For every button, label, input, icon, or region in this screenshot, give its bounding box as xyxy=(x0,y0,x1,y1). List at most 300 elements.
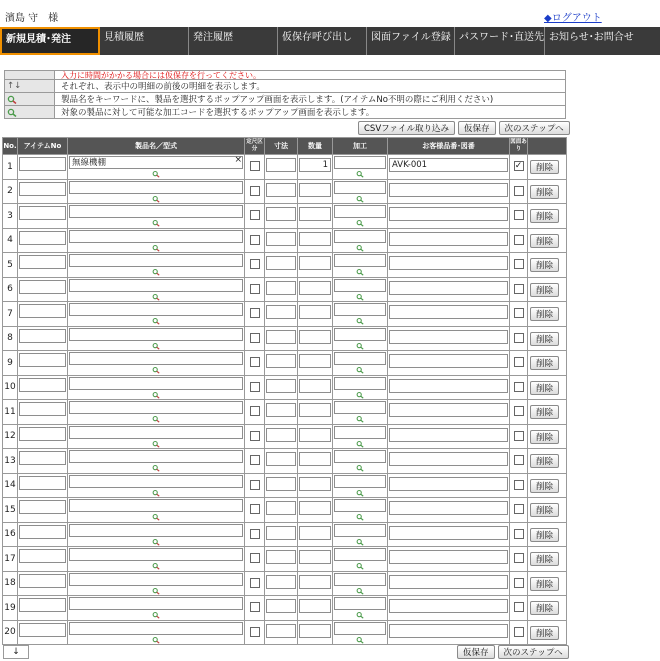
help-row-search: 製品名をキーワードに、製品を選択するポップアップ画面を表示します。(アイテムNo不明の際にご利用ください) xyxy=(4,93,566,106)
drawing-checkbox[interactable] xyxy=(514,431,524,441)
size-flag-checkbox[interactable] xyxy=(250,504,260,514)
magnifier-icon[interactable] xyxy=(356,366,364,374)
magnifier-icon xyxy=(5,93,55,105)
next-row-arrow-button[interactable]: ↓ xyxy=(3,645,29,659)
magnifier-icon[interactable] xyxy=(356,538,364,546)
quantity-input[interactable] xyxy=(299,379,331,393)
size-flag-checkbox[interactable] xyxy=(250,161,260,171)
dimension-input[interactable] xyxy=(266,403,296,417)
customer-code-input[interactable] xyxy=(389,232,508,246)
table-row xyxy=(3,253,567,278)
processing-input[interactable] xyxy=(334,205,386,218)
delete-button[interactable]: 削除 xyxy=(530,405,559,419)
processing-input[interactable] xyxy=(334,499,386,512)
row-number: 6 xyxy=(3,277,18,302)
dimension-input[interactable] xyxy=(266,477,296,491)
size-flag-checkbox[interactable] xyxy=(250,382,260,392)
item-no-input[interactable] xyxy=(19,157,66,171)
item-no-input[interactable] xyxy=(19,549,66,563)
magnifier-icon[interactable] xyxy=(356,317,364,325)
magnifier-icon[interactable] xyxy=(356,342,364,350)
row-number: 3 xyxy=(3,204,18,229)
item-no-input[interactable] xyxy=(19,525,66,539)
product-input[interactable] xyxy=(69,573,243,586)
dimension-input[interactable] xyxy=(266,354,296,368)
row-number: 5 xyxy=(3,253,18,278)
delete-button[interactable]: 削除 xyxy=(530,381,559,395)
table-row xyxy=(3,449,567,474)
size-flag-checkbox[interactable] xyxy=(250,186,260,196)
table-row xyxy=(3,204,567,229)
product-input[interactable] xyxy=(69,303,243,316)
size-flag-checkbox[interactable] xyxy=(250,480,260,490)
next-step-button-bottom[interactable]: 次のステップへ xyxy=(498,645,569,659)
processing-input[interactable] xyxy=(334,475,386,488)
help-row-notice xyxy=(4,70,566,80)
customer-code-input[interactable] xyxy=(389,403,508,417)
processing-input[interactable] xyxy=(334,573,386,586)
delete-button[interactable]: 削除 xyxy=(530,209,559,223)
product-input[interactable] xyxy=(69,205,243,218)
size-flag-checkbox[interactable] xyxy=(250,235,260,245)
processing-input[interactable] xyxy=(334,254,386,267)
magnifier-icon[interactable] xyxy=(152,293,160,301)
size-flag-checkbox[interactable] xyxy=(250,578,260,588)
row-number: 13 xyxy=(3,449,18,474)
magnifier-icon[interactable] xyxy=(152,636,160,644)
magnifier-icon[interactable] xyxy=(356,170,364,178)
table-row xyxy=(3,155,567,180)
magnifier-icon[interactable] xyxy=(152,391,160,399)
size-flag-checkbox[interactable] xyxy=(250,602,260,612)
quantity-input[interactable] xyxy=(299,501,331,515)
dimension-input[interactable] xyxy=(266,305,296,319)
magnifier-icon[interactable] xyxy=(152,219,160,227)
delete-button[interactable]: 削除 xyxy=(530,577,559,591)
help-row-processing: 対象の製品に対して可能な加工コードを選択するポップアップ画面を表示します。 xyxy=(4,106,566,119)
row-number: 11 xyxy=(3,400,18,425)
drawing-checkbox[interactable] xyxy=(514,504,524,514)
quantity-input[interactable] xyxy=(299,330,331,344)
item-no-input[interactable] xyxy=(19,574,66,588)
table-row xyxy=(3,277,567,302)
quantity-input[interactable] xyxy=(299,624,331,638)
quantity-input[interactable] xyxy=(299,575,331,589)
customer-code-input[interactable] xyxy=(389,183,508,197)
row-number: 2 xyxy=(3,179,18,204)
magnifier-icon[interactable] xyxy=(152,513,160,521)
table-row xyxy=(3,400,567,425)
dimension-input[interactable] xyxy=(266,232,296,246)
nav-order-history[interactable]: 発注履歴 xyxy=(189,27,278,55)
magnifier-icon[interactable] xyxy=(152,415,160,423)
row-number: 10 xyxy=(3,375,18,400)
quantity-input[interactable] xyxy=(299,354,331,368)
item-no-input[interactable] xyxy=(19,329,66,343)
logout-link[interactable]: ◆ログアウト xyxy=(544,13,602,24)
dimension-input[interactable] xyxy=(266,207,296,221)
size-flag-checkbox[interactable] xyxy=(250,333,260,343)
customer-code-input[interactable] xyxy=(389,624,508,638)
product-input[interactable] xyxy=(69,597,243,610)
product-input[interactable] xyxy=(69,377,243,390)
table-row xyxy=(3,473,567,498)
quantity-input[interactable] xyxy=(299,256,331,270)
dimension-input[interactable] xyxy=(266,550,296,564)
magnifier-icon[interactable] xyxy=(356,391,364,399)
item-no-input[interactable] xyxy=(19,304,66,318)
row-number: 18 xyxy=(3,571,18,596)
delete-button[interactable]: 削除 xyxy=(530,626,559,640)
size-flag-checkbox[interactable] xyxy=(250,529,260,539)
drawing-checkbox[interactable] xyxy=(514,210,524,220)
table-row xyxy=(3,228,567,253)
bottom-toolbar xyxy=(457,645,569,660)
delete-button[interactable]: 削除 xyxy=(530,185,559,199)
drawing-checkbox[interactable] xyxy=(514,186,524,196)
drawing-checkbox[interactable] xyxy=(514,455,524,465)
item-no-input[interactable] xyxy=(19,206,66,220)
magnifier-icon[interactable] xyxy=(152,268,160,276)
quantity-input[interactable] xyxy=(299,281,331,295)
row-number: 12 xyxy=(3,424,18,449)
magnifier-icon[interactable] xyxy=(356,293,364,301)
processing-input[interactable] xyxy=(334,401,386,414)
processing-input[interactable] xyxy=(334,303,386,316)
nav-password-shipping[interactable]: パスワード･直送先 xyxy=(455,27,545,55)
magnifier-icon[interactable] xyxy=(152,366,160,374)
row-number: 4 xyxy=(3,228,18,253)
row-number: 17 xyxy=(3,547,18,572)
dimension-input[interactable] xyxy=(266,330,296,344)
quantity-input[interactable] xyxy=(299,452,331,466)
processing-input[interactable] xyxy=(334,548,386,561)
product-input[interactable] xyxy=(69,548,243,561)
item-no-input[interactable] xyxy=(19,598,66,612)
size-flag-checkbox[interactable] xyxy=(250,308,260,318)
magnifier-icon[interactable] xyxy=(356,636,364,644)
product-input[interactable] xyxy=(69,426,243,439)
size-flag-checkbox[interactable] xyxy=(250,455,260,465)
dimension-input[interactable] xyxy=(266,575,296,589)
row-number: 9 xyxy=(3,351,18,376)
delete-button[interactable]: 削除 xyxy=(530,454,559,468)
processing-input[interactable] xyxy=(334,597,386,610)
customer-code-input[interactable] xyxy=(389,452,508,466)
header-product: 製品名／型式 xyxy=(68,138,245,155)
magnifier-icon[interactable] xyxy=(152,195,160,203)
save-draft-button-bottom[interactable]: 仮保存 xyxy=(457,645,495,659)
dimension-input[interactable] xyxy=(266,183,296,197)
help-legend xyxy=(4,70,566,119)
drawing-checkbox[interactable] xyxy=(514,553,524,563)
magnifier-icon xyxy=(5,106,55,118)
drawing-checkbox[interactable] xyxy=(514,382,524,392)
drawing-checkbox[interactable] xyxy=(514,627,524,637)
table-row xyxy=(3,424,567,449)
help-row-arrows: ↑↓ それぞれ、表示中の明細の前後の明細を表示します。 xyxy=(4,80,566,93)
delete-button[interactable]: 削除 xyxy=(530,332,559,346)
dimension-input[interactable] xyxy=(266,501,296,515)
magnifier-icon[interactable] xyxy=(356,415,364,423)
drawing-checkbox[interactable] xyxy=(514,529,524,539)
customer-code-input[interactable] xyxy=(389,207,508,221)
magnifier-icon[interactable] xyxy=(152,538,160,546)
table-row xyxy=(3,547,567,572)
item-no-input[interactable] xyxy=(19,280,66,294)
magnifier-icon[interactable] xyxy=(152,342,160,350)
arrows-icon: ↑↓ xyxy=(5,80,55,92)
magnifier-icon[interactable] xyxy=(356,219,364,227)
table-row xyxy=(3,522,567,547)
table-row xyxy=(3,571,567,596)
magnifier-icon[interactable] xyxy=(152,562,160,570)
item-no-input[interactable] xyxy=(19,402,66,416)
row-number: 19 xyxy=(3,596,18,621)
header-quantity: 数量 xyxy=(298,138,333,155)
row-number: 1 xyxy=(3,155,18,180)
row-number: 15 xyxy=(3,498,18,523)
delete-button[interactable]: 削除 xyxy=(530,552,559,566)
clear-icon[interactable]: × xyxy=(234,155,242,165)
drawing-checkbox[interactable] xyxy=(514,259,524,269)
quantity-input[interactable] xyxy=(299,305,331,319)
drawing-checkbox[interactable]: ✓ xyxy=(514,161,523,171)
header-dimension: 寸法 xyxy=(265,138,298,155)
item-no-input[interactable] xyxy=(19,255,66,269)
header-size-flag: 定尺区分 xyxy=(245,138,265,155)
help-notice-text: 入力に時間がかかる場合には仮保存を行ってください。 xyxy=(61,70,261,80)
drawing-checkbox[interactable] xyxy=(514,235,524,245)
item-no-input[interactable] xyxy=(19,427,66,441)
product-input[interactable] xyxy=(69,254,243,267)
quantity-input[interactable] xyxy=(299,183,331,197)
table-header xyxy=(3,138,567,155)
nav-news-contact[interactable]: お知らせ･お問合せ xyxy=(549,32,634,43)
customer-code-input[interactable] xyxy=(389,501,508,515)
magnifier-icon[interactable] xyxy=(356,587,364,595)
item-no-input[interactable] xyxy=(19,182,66,196)
drawing-checkbox[interactable] xyxy=(514,578,524,588)
magnifier-icon[interactable] xyxy=(356,562,364,570)
quantity-input[interactable] xyxy=(299,232,331,246)
processing-input[interactable] xyxy=(334,524,386,537)
processing-input[interactable] xyxy=(334,377,386,390)
quantity-input[interactable] xyxy=(299,428,331,442)
drawing-checkbox[interactable] xyxy=(514,406,524,416)
product-input[interactable] xyxy=(69,328,243,341)
customer-code-input[interactable] xyxy=(389,379,508,393)
magnifier-icon[interactable] xyxy=(152,611,160,619)
save-draft-button[interactable]: 仮保存 xyxy=(458,121,496,135)
dimension-input[interactable] xyxy=(266,158,296,172)
nav-quote-history[interactable]: 見積履歴 xyxy=(100,27,189,55)
magnifier-icon[interactable] xyxy=(356,195,364,203)
processing-input[interactable] xyxy=(334,328,386,341)
table-row xyxy=(3,375,567,400)
dimension-input[interactable] xyxy=(266,599,296,613)
delete-button[interactable]: 削除 xyxy=(530,234,559,248)
product-input[interactable] xyxy=(69,524,243,537)
magnifier-icon[interactable] xyxy=(152,440,160,448)
customer-code-input[interactable] xyxy=(389,256,508,270)
processing-input[interactable] xyxy=(334,450,386,463)
dimension-input[interactable] xyxy=(266,281,296,295)
customer-code-input[interactable] xyxy=(389,550,508,564)
next-step-button[interactable]: 次のステップへ xyxy=(499,121,570,135)
delete-button[interactable]: 削除 xyxy=(530,356,559,370)
dimension-input[interactable] xyxy=(266,452,296,466)
customer-code-input[interactable] xyxy=(389,575,508,589)
row-number: 14 xyxy=(3,473,18,498)
size-flag-checkbox[interactable] xyxy=(250,627,260,637)
item-no-input[interactable] xyxy=(19,231,66,245)
delete-button[interactable]: 削除 xyxy=(530,601,559,615)
quantity-input[interactable] xyxy=(299,477,331,491)
table-row xyxy=(3,620,567,645)
product-input[interactable] xyxy=(69,230,243,243)
magnifier-icon[interactable] xyxy=(356,611,364,619)
magnifier-icon[interactable] xyxy=(356,244,364,252)
processing-input[interactable] xyxy=(334,156,386,169)
delete-button[interactable]: 削除 xyxy=(530,283,559,297)
size-flag-checkbox[interactable] xyxy=(250,553,260,563)
table-row xyxy=(3,302,567,327)
customer-code-input[interactable] xyxy=(389,526,508,540)
table-row xyxy=(3,498,567,523)
nav-drawing-upload[interactable]: 図面ファイル登録 xyxy=(367,27,455,55)
processing-input[interactable] xyxy=(334,622,386,635)
delete-button[interactable]: 削除 xyxy=(530,160,559,174)
delete-button[interactable]: 削除 xyxy=(530,528,559,542)
customer-code-input[interactable] xyxy=(389,305,508,319)
row-number: 16 xyxy=(3,522,18,547)
item-no-input[interactable] xyxy=(19,353,66,367)
customer-code-input[interactable] xyxy=(389,477,508,491)
header-processing: 加工 xyxy=(333,138,388,155)
magnifier-icon[interactable] xyxy=(152,464,160,472)
table-row xyxy=(3,326,567,351)
magnifier-icon[interactable] xyxy=(152,587,160,595)
delete-button[interactable]: 削除 xyxy=(530,503,559,517)
nav-saved-draft[interactable]: 仮保存呼び出し xyxy=(278,27,367,55)
processing-input[interactable] xyxy=(334,352,386,365)
row-number: 7 xyxy=(3,302,18,327)
product-input[interactable] xyxy=(69,499,243,512)
delete-button[interactable]: 削除 xyxy=(530,258,559,272)
magnifier-icon[interactable] xyxy=(356,513,364,521)
drawing-checkbox[interactable] xyxy=(514,602,524,612)
item-no-input[interactable] xyxy=(19,476,66,490)
main-nav xyxy=(0,27,660,55)
table-row xyxy=(3,351,567,376)
product-input[interactable] xyxy=(69,352,243,365)
dimension-input[interactable] xyxy=(266,624,296,638)
magnifier-icon[interactable] xyxy=(356,489,364,497)
item-no-input[interactable] xyxy=(19,451,66,465)
magnifier-icon[interactable] xyxy=(152,317,160,325)
customer-code-input[interactable] xyxy=(389,428,508,442)
customer-code-input[interactable] xyxy=(389,599,508,613)
product-input[interactable] xyxy=(69,181,243,194)
quantity-input[interactable] xyxy=(299,526,331,540)
item-no-input[interactable] xyxy=(19,378,66,392)
drawing-checkbox[interactable] xyxy=(514,308,524,318)
top-toolbar xyxy=(358,121,570,136)
product-input[interactable] xyxy=(69,279,243,292)
delete-button[interactable]: 削除 xyxy=(530,307,559,321)
dimension-input[interactable] xyxy=(266,256,296,270)
processing-input[interactable] xyxy=(334,279,386,292)
size-flag-checkbox[interactable] xyxy=(250,406,260,416)
quantity-input[interactable] xyxy=(299,207,331,221)
nav-new-quote-order[interactable]: 新規見積･発注 xyxy=(0,27,100,55)
quantity-input[interactable] xyxy=(299,599,331,613)
processing-input[interactable] xyxy=(334,426,386,439)
header-item-no: アイテムNo xyxy=(18,138,68,155)
size-flag-checkbox[interactable] xyxy=(250,259,260,269)
row-number: 20 xyxy=(3,620,18,645)
item-no-input[interactable] xyxy=(19,623,66,637)
product-input[interactable] xyxy=(69,450,243,463)
magnifier-icon[interactable] xyxy=(152,244,160,252)
dimension-input[interactable] xyxy=(266,428,296,442)
drawing-checkbox[interactable] xyxy=(514,357,524,367)
dimension-input[interactable] xyxy=(266,379,296,393)
header-delete xyxy=(528,138,567,155)
drawing-checkbox[interactable] xyxy=(514,480,524,490)
size-flag-checkbox[interactable] xyxy=(250,284,260,294)
header-no: No. xyxy=(3,138,18,155)
user-name: 濱島 守 様 xyxy=(5,13,59,24)
drawing-checkbox[interactable] xyxy=(514,333,524,343)
customer-code-input[interactable]: AVK-001 xyxy=(389,158,508,172)
processing-input[interactable] xyxy=(334,230,386,243)
customer-code-input[interactable] xyxy=(389,281,508,295)
quantity-input[interactable] xyxy=(299,550,331,564)
product-input[interactable] xyxy=(69,622,243,635)
magnifier-icon[interactable] xyxy=(356,464,364,472)
header-customer-code: お客様品番･図番 xyxy=(388,138,510,155)
delete-button[interactable]: 削除 xyxy=(530,430,559,444)
product-input[interactable] xyxy=(69,401,243,414)
magnifier-icon[interactable] xyxy=(152,170,160,178)
size-flag-checkbox[interactable] xyxy=(250,431,260,441)
magnifier-icon[interactable] xyxy=(356,268,364,276)
row-number: 8 xyxy=(3,326,18,351)
dimension-input[interactable] xyxy=(266,526,296,540)
drawing-checkbox[interactable] xyxy=(514,284,524,294)
product-input[interactable]: 無線機棚 xyxy=(69,156,243,169)
magnifier-icon[interactable] xyxy=(152,489,160,497)
customer-code-input[interactable] xyxy=(389,330,508,344)
header-drawing: 図面あり xyxy=(510,138,528,155)
order-table xyxy=(2,137,567,645)
csv-import-button[interactable]: CSVファイル取り込み xyxy=(358,121,455,135)
product-input[interactable] xyxy=(69,475,243,488)
quantity-input[interactable] xyxy=(299,403,331,417)
table-row xyxy=(3,179,567,204)
magnifier-icon[interactable] xyxy=(356,440,364,448)
delete-button[interactable]: 削除 xyxy=(530,479,559,493)
table-row xyxy=(3,596,567,621)
quantity-input[interactable]: 1 xyxy=(299,158,331,172)
size-flag-checkbox[interactable] xyxy=(250,210,260,220)
customer-code-input[interactable] xyxy=(389,354,508,368)
item-no-input[interactable] xyxy=(19,500,66,514)
processing-input[interactable] xyxy=(334,181,386,194)
size-flag-checkbox[interactable] xyxy=(250,357,260,367)
